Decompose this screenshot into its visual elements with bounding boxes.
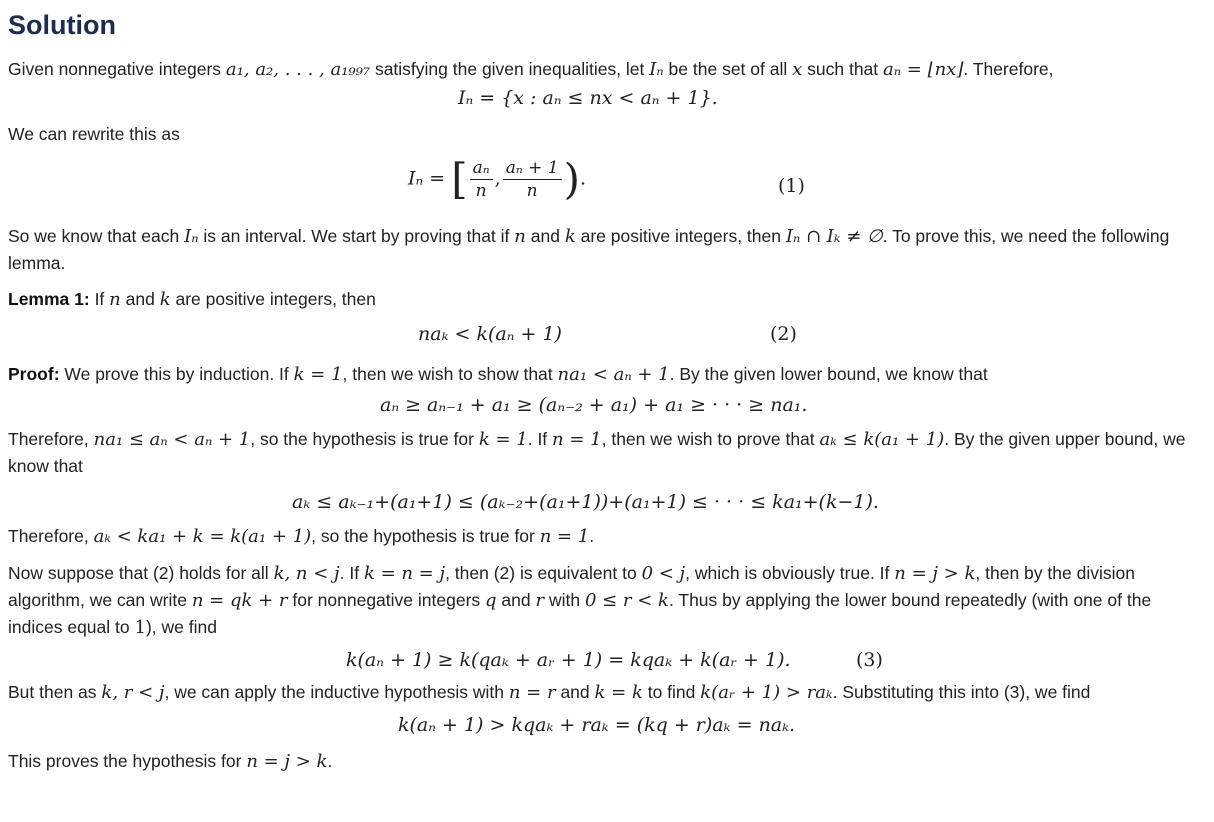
text: and bbox=[525, 226, 565, 246]
display-chain-1 bbox=[8, 388, 1206, 426]
text: But then as bbox=[8, 682, 102, 702]
text: and bbox=[496, 590, 536, 610]
therefore-paragraph-2 bbox=[8, 523, 1206, 550]
text: Now suppose that (2) holds for all bbox=[8, 563, 274, 583]
equation-final: k(aₙ + 1) > kqaₖ + raₖ = (kq + r)aₖ = naₖ. bbox=[398, 714, 796, 736]
math-r: r bbox=[535, 590, 545, 611]
equation-2: naₖ < k(aₙ + 1) bbox=[418, 323, 562, 345]
math-n: n bbox=[109, 289, 121, 310]
display-equation-2 bbox=[8, 313, 1206, 357]
math-division: n = qk + r bbox=[191, 590, 288, 611]
text: , then (2) is equivalent to bbox=[445, 563, 642, 583]
fraction-2-numerator: aₙ + 1 bbox=[503, 157, 562, 180]
text: ), we find bbox=[145, 617, 217, 637]
display-equation-1 bbox=[8, 147, 1206, 223]
text: This proves the hypothesis for bbox=[8, 751, 247, 771]
fraction-1-numerator: aₙ bbox=[470, 157, 493, 180]
proof-label: Proof: bbox=[8, 364, 60, 384]
fraction-1-denominator: n bbox=[475, 181, 487, 201]
text: to find bbox=[642, 682, 701, 702]
induction-paragraph bbox=[8, 560, 1206, 641]
text: for nonnegative integers bbox=[287, 590, 486, 610]
text: , then we wish to show that bbox=[342, 364, 558, 384]
conclusion-paragraph bbox=[8, 748, 1206, 775]
fraction-2-denominator: n bbox=[526, 181, 538, 201]
text: So we know that each bbox=[8, 226, 185, 246]
text: We prove this by induction. If bbox=[59, 364, 294, 384]
text: is an interval. We start by proving that if bbox=[198, 226, 515, 246]
math-inequality: aₖ < ka₁ + k = k(a₁ + 1) bbox=[93, 526, 312, 547]
math-inequality: na₁ ≤ aₙ < aₙ + 1 bbox=[93, 429, 251, 450]
text: , so the hypothesis is true for bbox=[250, 429, 479, 449]
therefore-paragraph-1 bbox=[8, 426, 1206, 479]
rewrite-paragraph: We can rewrite this as bbox=[8, 124, 180, 144]
text: Therefore, bbox=[8, 526, 94, 546]
math-n-eq-j-gt-k: n = j > k bbox=[894, 563, 976, 584]
display-chain-2 bbox=[8, 479, 1206, 523]
text: , which is obviously true. If bbox=[685, 563, 895, 583]
text: . Therefore, bbox=[963, 59, 1054, 79]
math-k: k bbox=[564, 226, 576, 247]
math-inequality-2: aₖ ≤ k(a₁ + 1) bbox=[819, 429, 945, 450]
text: , then we wish to prove that bbox=[601, 429, 820, 449]
interval-paragraph bbox=[8, 223, 1206, 276]
math-k-n-lt-j: k, n < j bbox=[273, 563, 340, 584]
math-In: Iₙ bbox=[184, 226, 199, 247]
math-k-eq-k: k = k bbox=[594, 682, 643, 703]
math-inequality: k(aᵣ + 1) > raₖ bbox=[700, 682, 833, 703]
text: . If bbox=[339, 563, 364, 583]
text: . By the given upper bound, we know that bbox=[8, 429, 1186, 476]
text: are positive integers, then bbox=[575, 226, 786, 246]
text: , we can apply the inductive hypothesis with bbox=[164, 682, 509, 702]
math-In: Iₙ bbox=[649, 59, 664, 80]
equation-chain-2: aₖ ≤ aₖ₋₁+(a₁+1) ≤ (aₖ₋₂+(a₁+1))+(a₁+1) ≤ · · · ≤ ka₁+(k−1). bbox=[292, 491, 879, 513]
text: , then by the division algorithm, we can write bbox=[8, 563, 1135, 610]
math-k-eq-1: k = 1 bbox=[478, 429, 528, 450]
display-equation-final bbox=[8, 706, 1206, 748]
equation-3-tag: (3) bbox=[856, 649, 883, 671]
math-r-range: 0 ≤ r < k bbox=[584, 590, 669, 611]
equation-chain-1: aₙ ≥ aₙ₋₁ + a₁ ≥ (aₙ₋₂ + a₁) + a₁ ≥ · · · ≥ na₁. bbox=[380, 394, 808, 416]
fraction-2 bbox=[503, 157, 562, 202]
left-bracket: [ bbox=[451, 154, 468, 204]
math-0-lt-j: 0 < j bbox=[641, 563, 686, 584]
text: . Thus by applying the lower bound repeatedly (with one of the indices equal to bbox=[8, 590, 1152, 637]
math-n-eq-j-gt-k: n = j > k bbox=[246, 751, 328, 772]
text: . bbox=[327, 751, 333, 771]
text: such that bbox=[802, 59, 884, 79]
text: . By the given lower bound, we know that bbox=[669, 364, 988, 384]
math-k-eq-1: k = 1 bbox=[293, 364, 343, 385]
math-k: k bbox=[159, 289, 171, 310]
equation-set: Iₙ = {x : aₙ ≤ nx < aₙ + 1}. bbox=[458, 87, 718, 109]
math-inequality: na₁ < aₙ + 1 bbox=[557, 364, 670, 385]
display-equation-3 bbox=[8, 641, 1206, 679]
text: If bbox=[89, 289, 110, 309]
lemma-label: Lemma 1: bbox=[8, 289, 90, 309]
text: be the set of all bbox=[663, 59, 793, 79]
proof-paragraph bbox=[8, 361, 1206, 388]
intro-paragraph bbox=[8, 56, 1206, 83]
text: with bbox=[544, 590, 585, 610]
fraction-1 bbox=[470, 157, 493, 202]
text: Therefore, bbox=[8, 429, 94, 449]
math-q: q bbox=[485, 590, 497, 611]
text: and bbox=[120, 289, 160, 309]
text: . bbox=[589, 526, 595, 546]
text: are positive integers, then bbox=[170, 289, 376, 309]
eq1-lhs: Iₙ = bbox=[408, 167, 446, 190]
equation-1: Iₙ = [ $\frac{\text{aₙ}}{n}$ , $\frac{\text{aₙ + 1}}{n}$ ). bbox=[408, 154, 587, 204]
text: Given nonnegative integers bbox=[8, 59, 226, 79]
right-paren: ) bbox=[563, 154, 580, 204]
math-k-r-lt-j: k, r < j bbox=[101, 682, 165, 703]
equation-1-tag: (1) bbox=[778, 175, 805, 197]
math-sequence: a₁, a₂, . . . , a₁₉₉₇ bbox=[225, 59, 371, 80]
math-n-eq-1: n = 1 bbox=[552, 429, 602, 450]
math-intersection: Iₙ ∩ Iₖ ≠ ∅ bbox=[785, 226, 883, 247]
math-k-n-eq-j: k = n = j bbox=[363, 563, 446, 584]
math-one: 1 bbox=[134, 617, 146, 638]
math-x: x bbox=[792, 59, 803, 80]
math-n: n bbox=[514, 226, 526, 247]
substitution-paragraph bbox=[8, 679, 1206, 706]
math-n-eq-r: n = r bbox=[508, 682, 556, 703]
text: , so the hypothesis is true for bbox=[311, 526, 540, 546]
equation-3: k(aₙ + 1) ≥ k(qaₖ + aᵣ + 1) = kqaₖ + k(aᵣ + 1). bbox=[346, 649, 791, 671]
math-n-eq-1: n = 1 bbox=[539, 526, 590, 547]
text: . Substituting this into (3), we find bbox=[832, 682, 1091, 702]
text: . To prove this, we need the following lemma. bbox=[8, 226, 1170, 273]
lemma-paragraph bbox=[8, 286, 1206, 313]
math-floor: aₙ = ⌊nx⌋ bbox=[883, 59, 964, 80]
text: and bbox=[555, 682, 595, 702]
solution-heading: Solution bbox=[8, 10, 116, 40]
text: satisfying the given inequalities, let bbox=[370, 59, 650, 79]
text: . If bbox=[527, 429, 553, 449]
display-equation-set bbox=[8, 83, 1206, 119]
equation-2-tag: (2) bbox=[770, 323, 797, 345]
